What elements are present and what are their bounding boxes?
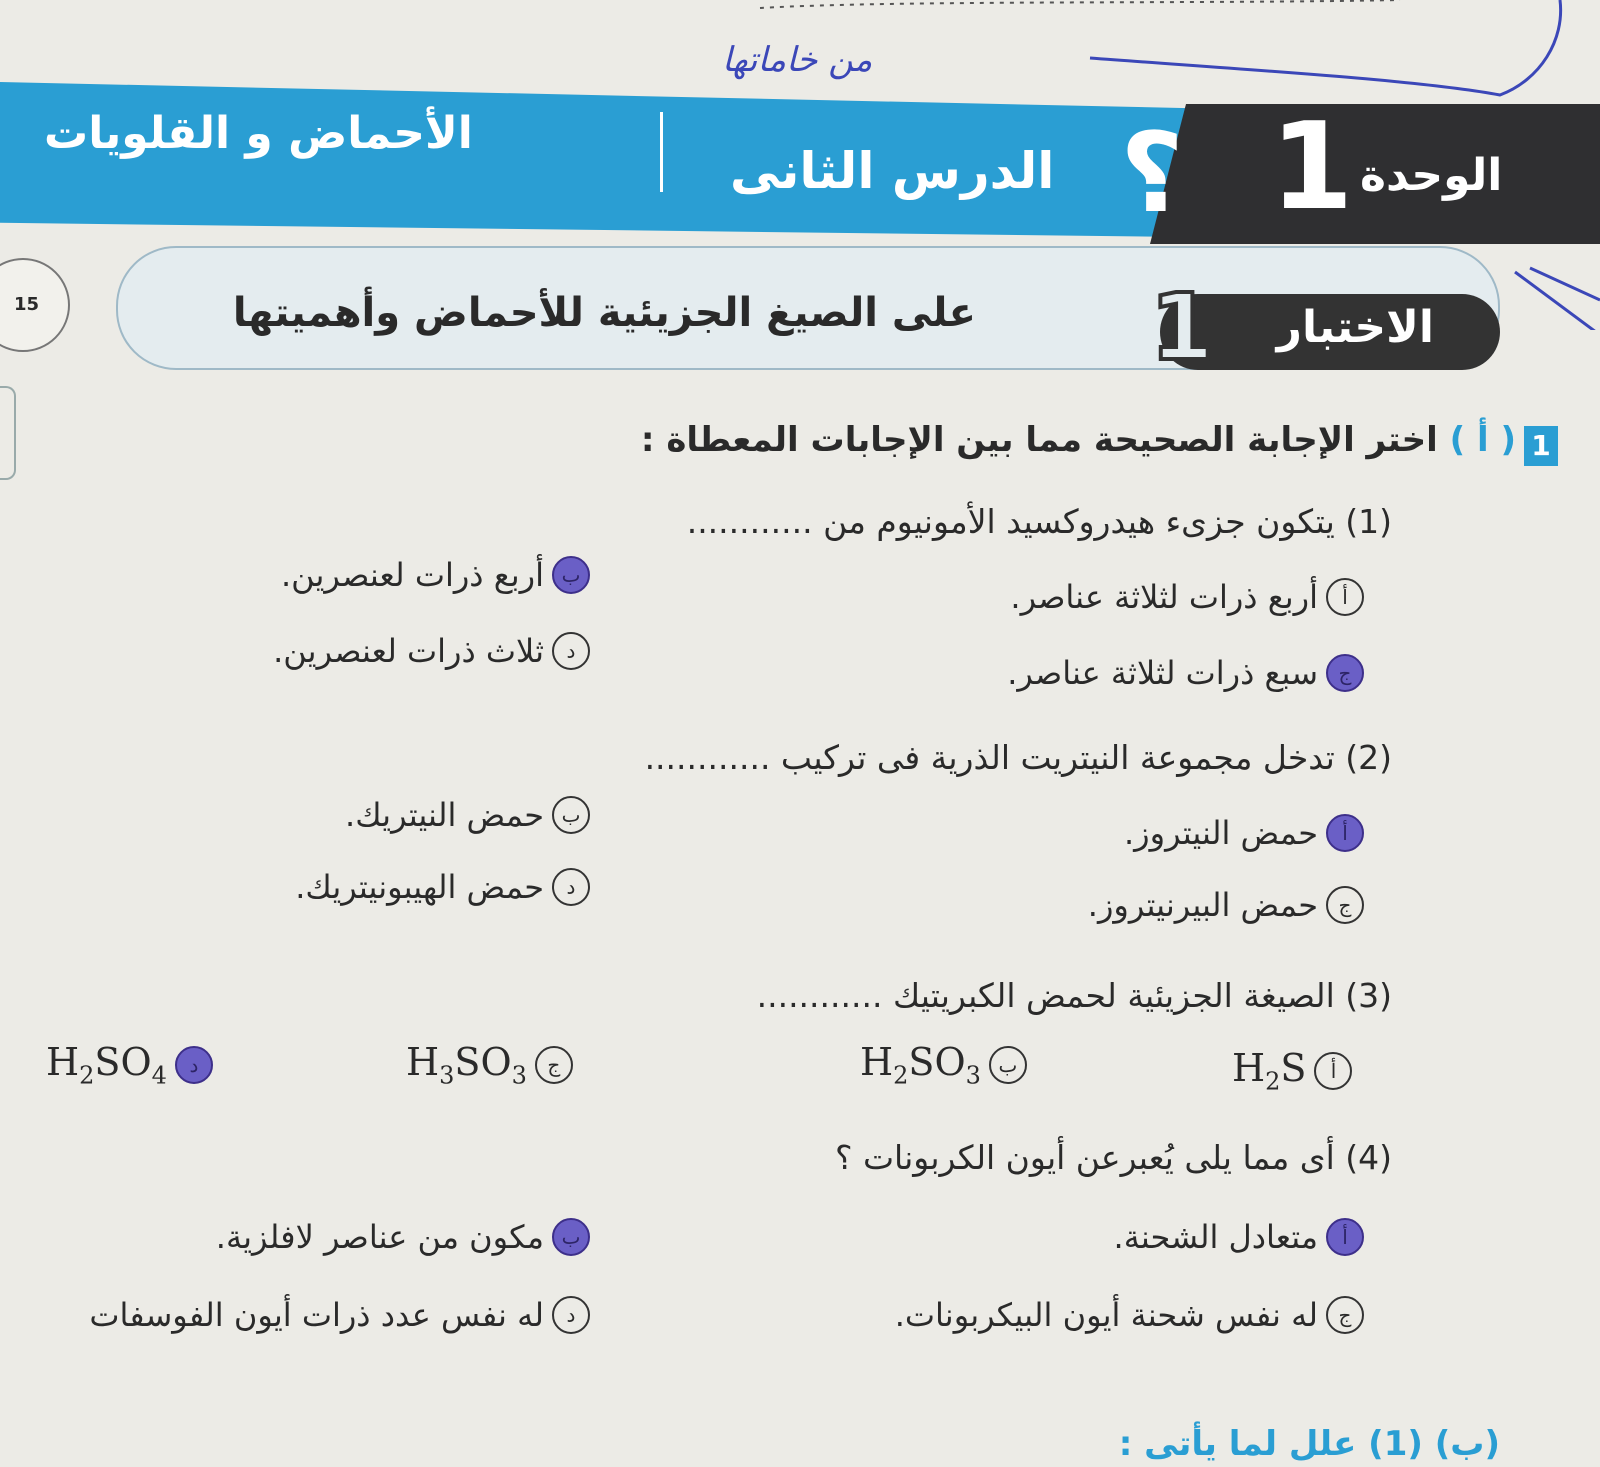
option-bubble-filled-icon: ج (1326, 654, 1364, 692)
option-bubble-icon: د (552, 868, 590, 906)
q3-option-d[interactable] (46, 1040, 213, 1090)
option-bubble-icon: ج (1326, 886, 1364, 924)
option-text: له نفس عدد ذرات أيون الفوسفات (89, 1296, 544, 1334)
option-bubble-filled-icon: أ (1326, 1218, 1364, 1256)
q3-option-b[interactable] (860, 1040, 1027, 1090)
section-part: ( أ ) (1449, 420, 1516, 460)
section-number: 1 (1524, 426, 1558, 466)
option-text: سبع ذرات لثلاثة عناصر. (1007, 654, 1318, 692)
lesson-title: الدرس الثانى (730, 142, 1055, 200)
formula-h2so3: $H_2SO_3$ (860, 1040, 981, 1090)
q1-option-d[interactable] (273, 632, 590, 670)
q4-option-b[interactable] (216, 1218, 590, 1256)
option-text: حمض النيتروز. (1124, 814, 1318, 852)
option-text: أربع ذرات لثلاثة عناصر. (1010, 578, 1318, 616)
option-bubble-icon: ج (535, 1046, 573, 1084)
q3-option-c[interactable] (406, 1040, 573, 1090)
option-text: مكون من عناصر لافلزية. (215, 1218, 544, 1256)
section-instruction: اختر الإجابة الصحيحة مما بين الإجابات المعطاة : (640, 420, 1438, 460)
option-bubble-icon: ب (989, 1046, 1027, 1084)
q4-option-a[interactable] (1114, 1218, 1364, 1256)
option-text: أربع ذرات لعنصرين. (280, 556, 544, 594)
option-bubble-icon: د (552, 632, 590, 670)
option-bubble-icon: أ (1326, 578, 1364, 616)
page-edge-tab (0, 386, 16, 480)
handwritten-note: من خاماتها (722, 40, 873, 80)
question-2-stem: (2) تدخل مجموعة النيتريت الذرية فى تركيب ............ (644, 738, 1392, 777)
formula-h3so3: $H_3SO_3$ (406, 1040, 527, 1090)
page-badge-number: 15 (14, 294, 40, 315)
q1-option-b[interactable] (281, 556, 590, 594)
topic-title: الأحماض و القلويات (44, 108, 473, 159)
q4-option-c[interactable] (895, 1296, 1364, 1334)
test-label: الاختبار (1276, 302, 1434, 353)
question-mark-icon: ؟ (1120, 109, 1184, 237)
q4-option-d[interactable] (89, 1296, 590, 1334)
q2-option-b[interactable] (345, 796, 590, 834)
option-text: له نفس شحنة أيون البيكربونات. (894, 1296, 1318, 1334)
option-bubble-icon: ب (552, 796, 590, 834)
option-bubble-icon: أ (1314, 1052, 1352, 1090)
option-bubble-filled-icon: ب (552, 556, 590, 594)
option-text: حمض البيرنيتروز. (1087, 886, 1318, 924)
option-text: حمض الهيبونيتريك. (295, 868, 544, 906)
option-bubble-filled-icon: ب (552, 1218, 590, 1256)
next-section-heading: (ب) (1) علل لما يأتى : (1118, 1424, 1500, 1464)
formula-h2s: $H_2S$ (1232, 1046, 1307, 1096)
option-bubble-filled-icon: أ (1326, 814, 1364, 852)
option-text: متعادل الشحنة. (1113, 1218, 1318, 1256)
q2-option-d[interactable] (295, 868, 590, 906)
question-3-stem: (3) الصيغة الجزيئية لحمض الكبريتيك ............ (756, 976, 1392, 1015)
q2-option-a[interactable] (1124, 814, 1364, 852)
formula-h2so4: $H_2SO_4$ (46, 1040, 167, 1090)
option-text: حمض النيتريك. (345, 796, 544, 834)
unit-label: الوحدة (1360, 150, 1503, 201)
question-1-stem: (1) يتكون جزىء هيدروكسيد الأمونيوم من ............ (686, 502, 1392, 541)
q1-option-c[interactable] (1007, 654, 1364, 692)
test-number: 1 (1150, 274, 1215, 381)
option-bubble-icon: ج (1326, 1296, 1364, 1334)
question-4-stem: (4) أى مما يلى يُعبرعن أيون الكربونات ؟ (834, 1138, 1392, 1177)
test-title: على الصيغ الجزيئية للأحماض وأهميتها (232, 290, 976, 336)
unit-number: 1 (1270, 98, 1354, 237)
q3-option-a[interactable] (1232, 1046, 1352, 1096)
option-text: ثلاث ذرات لعنصرين. (273, 632, 544, 670)
q1-option-a[interactable] (1010, 578, 1364, 616)
header-divider (660, 112, 663, 192)
q2-option-c[interactable] (1088, 886, 1364, 924)
option-bubble-filled-icon: د (175, 1046, 213, 1084)
section-instruction-line (641, 420, 1516, 460)
option-bubble-icon: د (552, 1296, 590, 1334)
